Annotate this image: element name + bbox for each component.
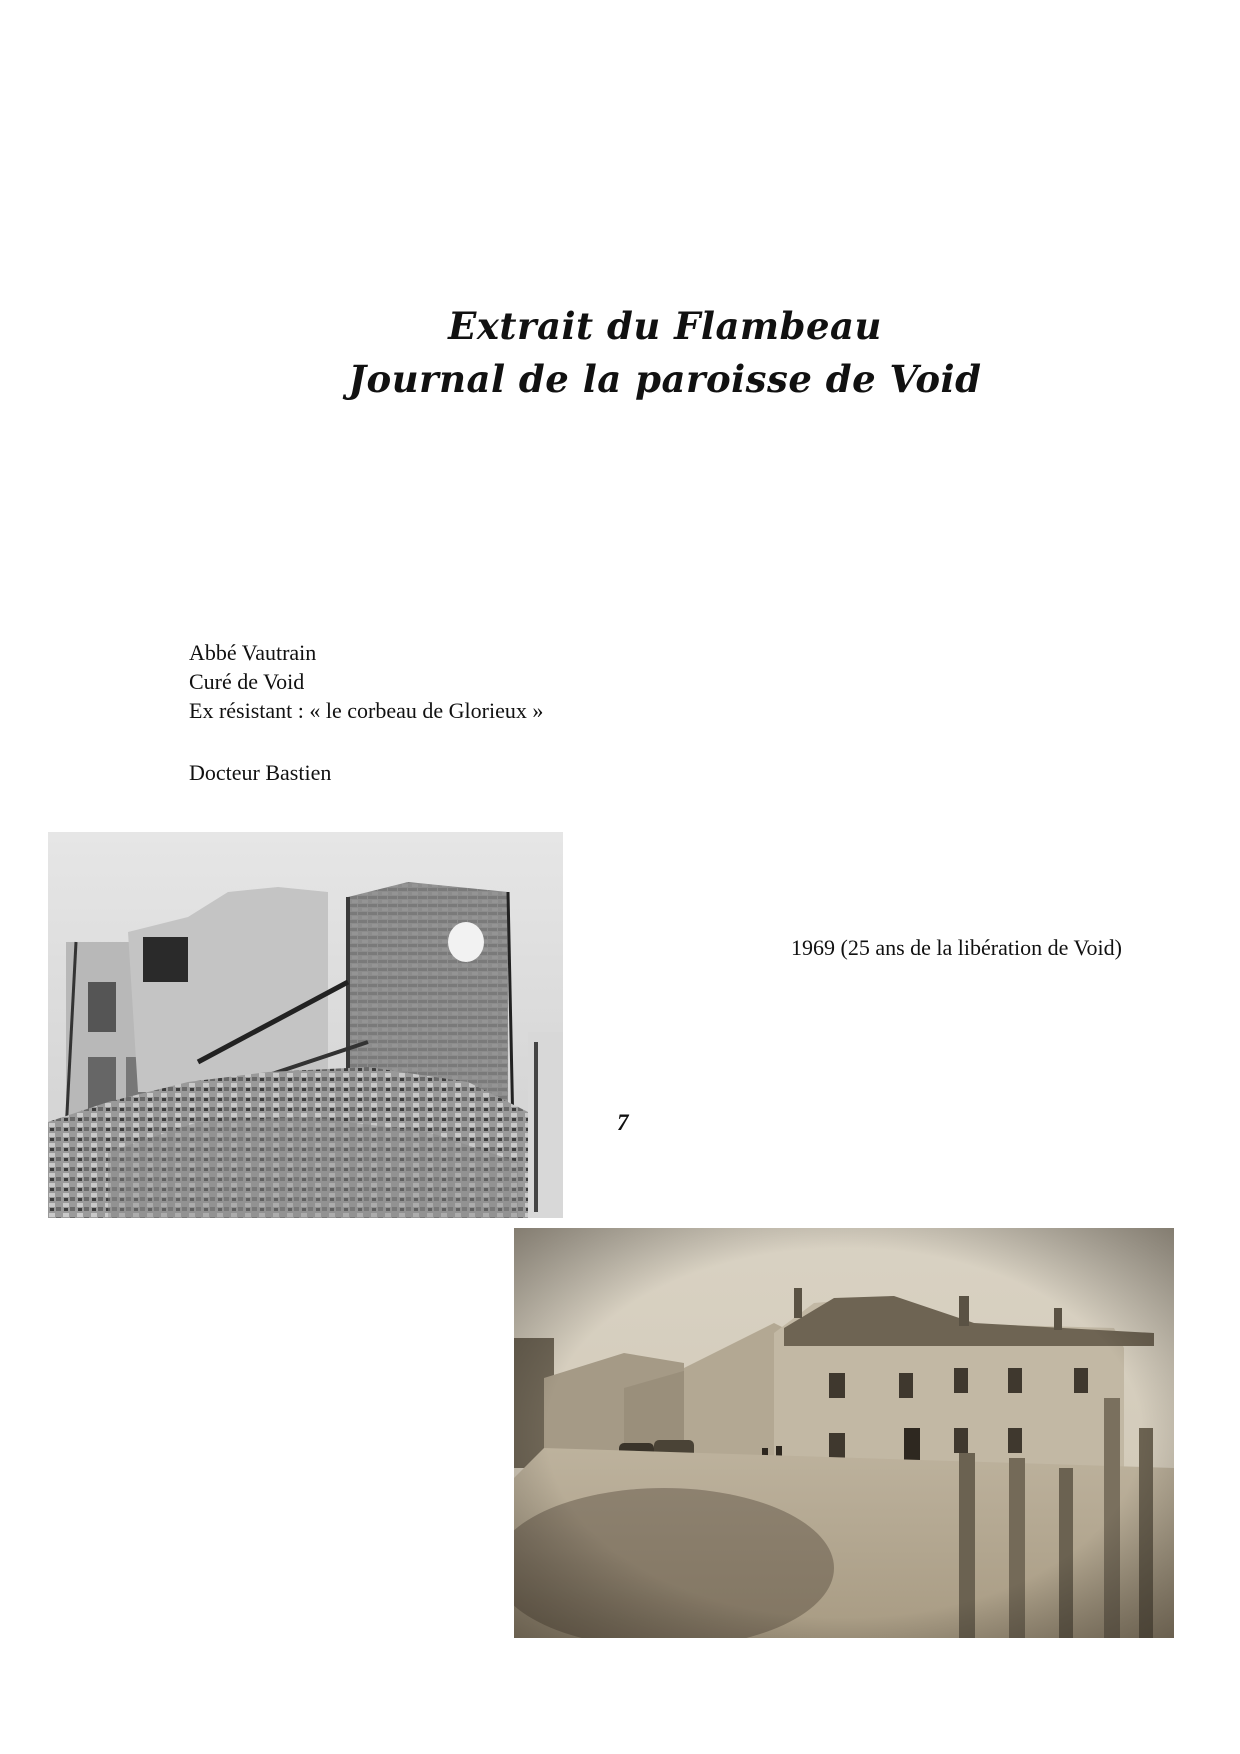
author-note: Ex résistant : « le corbeau de Glorieux »	[189, 698, 544, 723]
title-line-2: Journal de la paroisse de Void	[348, 357, 982, 401]
page-title	[0, 300, 1240, 406]
title-line-1: Extrait du Flambeau	[448, 304, 882, 348]
page-number: 7	[617, 1110, 629, 1135]
author-block	[189, 638, 543, 787]
spacer	[189, 725, 543, 758]
street-photo	[514, 1228, 1174, 1638]
photo-caption: 1969 (25 ans de la libération de Void)	[791, 935, 1122, 960]
author-name: Abbé Vautrain	[189, 640, 317, 665]
author-role: Curé de Void	[189, 669, 305, 694]
ruins-photo-image	[48, 832, 563, 1218]
street-photo-image	[514, 1228, 1174, 1638]
ruins-photo	[48, 832, 563, 1218]
second-author-name: Docteur Bastien	[189, 760, 332, 785]
